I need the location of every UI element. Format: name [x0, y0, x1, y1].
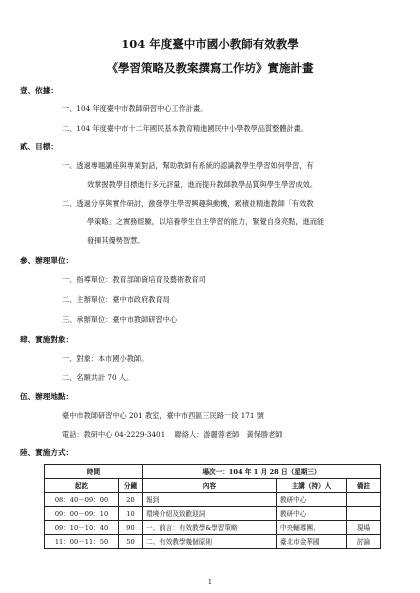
col-host: 主講（持）人 [277, 479, 347, 493]
row-minutes: 10 [119, 507, 143, 521]
document-subtitle: 《學習策略及教案撰寫工作坊》實施計畫 [106, 61, 314, 75]
row-host: 教研中心 [277, 493, 347, 507]
row-minutes: 50 [119, 535, 143, 549]
row-content: 報到 [143, 493, 277, 507]
time-header: 時間 [45, 465, 143, 479]
row-note: 討論 [347, 535, 381, 549]
col-start: 起訖 [45, 479, 119, 493]
table-header-row [45, 465, 381, 479]
location-address: 臺中市教師研習中心 201 教室，臺中市西區三民路一段 171 號 [62, 411, 264, 420]
section-heading-goals: 貳、目標： [20, 142, 58, 151]
row-time: 08：40－09：00 [45, 493, 119, 507]
row-minutes: 90 [119, 521, 143, 535]
table-row [45, 493, 381, 507]
row-content: 二、有效教學幾個原則 [143, 535, 277, 549]
table-row [45, 535, 381, 549]
row-time: 11：00－11：50 [45, 535, 119, 549]
row-host: 教研中心 [277, 507, 347, 521]
unit-item-1: 一、指導單位：教育部師資培育及藝術教育司 [62, 275, 206, 284]
goal-line-4: 學策略」之實務經驗，以培養學生自主學習的能力，緊覺自身亮點，進而能 [87, 217, 325, 226]
session-header: 場次一：104 年 1 月 28 日（星期三） [143, 465, 381, 479]
target-item-2: 二、名額共計 70 人。 [62, 373, 134, 382]
goal-line-1: 一、透過專題講座與專業對話，幫助教師有系統的認識教學生學習如何學習，有 [62, 161, 314, 170]
row-content: 一、前言：有效教學&學習策略 [143, 521, 277, 535]
document-title: 104 年度臺中市國小教師有效教學 [121, 37, 299, 51]
target-item-1: 一、對象：本市國小教師。 [62, 354, 149, 363]
goal-line-2: 效掌握教學目標進行多元評量，進而提升教師教學品質與學生學習成效。 [87, 180, 318, 189]
basis-item-1: 一、104 年度臺中市教師研習中心工作計畫。 [62, 104, 208, 113]
unit-item-3: 三、承辦單位：臺中市教師研習中心 [62, 315, 178, 324]
row-time: 09：00－09：10 [45, 507, 119, 521]
goal-line-5: 發揮其優勢智慧。 [87, 236, 145, 245]
row-note [347, 493, 381, 507]
table-column-row [45, 479, 381, 493]
basis-item-2: 二、104 年度臺中市十二年國民基本教育精進國民中小學教學品質整體計畫。 [62, 124, 309, 133]
row-time: 09：10－10：40 [45, 521, 119, 535]
row-note: 現場 [347, 521, 381, 535]
location-contact: 電話：教研中心 04-2229-3401 聯絡人：游麗蓉老師 黃保勝老師 [62, 430, 283, 439]
col-minutes: 分鐘 [119, 479, 143, 493]
row-host: 中央輔導團、 [277, 521, 347, 535]
table-row [45, 521, 381, 535]
section-heading-method: 陸、實施方式： [20, 448, 74, 457]
row-minutes: 20 [119, 493, 143, 507]
schedule-table [44, 464, 381, 549]
section-heading-basis: 壹、依據： [20, 86, 58, 95]
row-content: 環境介紹及致歡迎詞 [143, 507, 277, 521]
row-note [347, 507, 381, 521]
section-heading-location: 伍、辦理地點： [20, 392, 74, 401]
goal-line-3: 二、透過分享與實作研討，激發學生學習興趣與動機，累積並精進教師「有效教 [62, 199, 314, 208]
page-number: 1 [207, 578, 213, 586]
col-note: 備註 [347, 479, 381, 493]
section-heading-target: 肆、實施對象： [20, 335, 74, 344]
unit-item-2: 二、主辦單位：臺中市政府教育局 [62, 295, 170, 304]
table-row [45, 507, 381, 521]
section-heading-units: 參、辦理單位： [20, 256, 74, 265]
row-host: 臺北市金華國 [277, 535, 347, 549]
col-content: 內容 [143, 479, 277, 493]
